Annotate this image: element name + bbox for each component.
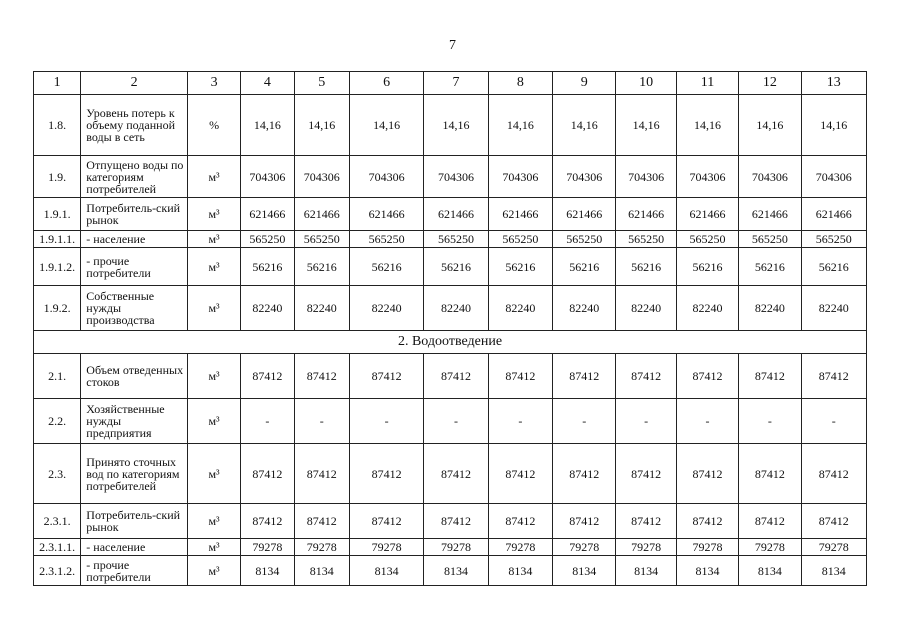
table-body [34, 72, 867, 586]
value-cell: 621466 [349, 198, 423, 231]
value-cell: 8134 [801, 556, 867, 586]
unit: м³ [187, 286, 240, 331]
value-cell: 14,16 [241, 95, 294, 156]
indicator-name: Потребитель-ский рынок [81, 198, 188, 231]
value-cell: 82240 [553, 286, 616, 331]
indicators-table [33, 71, 867, 586]
row-number: 2.3.1. [34, 504, 81, 539]
value-cell: - [241, 399, 294, 444]
value-cell: 87412 [553, 504, 616, 539]
value-cell: 87412 [616, 354, 676, 399]
value-cell: 56216 [739, 248, 801, 286]
value-cell: 87412 [294, 444, 349, 504]
value-cell: 87412 [241, 354, 294, 399]
value-cell: 87412 [553, 444, 616, 504]
value-cell: 621466 [488, 198, 552, 231]
value-cell: - [739, 399, 801, 444]
value-cell: 87412 [801, 504, 867, 539]
value-cell: 704306 [801, 156, 867, 198]
value-cell: 79278 [241, 539, 294, 556]
value-cell: 14,16 [801, 95, 867, 156]
column-header: 6 [349, 72, 423, 95]
value-cell: 79278 [349, 539, 423, 556]
indicator-name: Объем отведенных стоков [81, 354, 188, 399]
value-cell: 79278 [553, 539, 616, 556]
value-cell: 14,16 [739, 95, 801, 156]
unit: м³ [187, 156, 240, 198]
value-cell: 621466 [801, 198, 867, 231]
value-cell: 56216 [616, 248, 676, 286]
row-number: 1.9.1. [34, 198, 81, 231]
value-cell: - [349, 399, 423, 444]
value-cell: 565250 [616, 231, 676, 248]
row-number: 2.3.1.2. [34, 556, 81, 586]
value-cell: 87412 [676, 354, 738, 399]
value-cell: 8134 [241, 556, 294, 586]
row-number: 1.9. [34, 156, 81, 198]
value-cell: 704306 [349, 156, 423, 198]
value-cell: 14,16 [294, 95, 349, 156]
indicator-name: Отпущено воды по категориям потребителей [81, 156, 188, 198]
value-cell: 565250 [801, 231, 867, 248]
value-cell: - [801, 399, 867, 444]
value-cell: 79278 [676, 539, 738, 556]
value-cell: 82240 [294, 286, 349, 331]
value-cell: 87412 [349, 444, 423, 504]
value-cell: 82240 [349, 286, 423, 331]
value-cell: 82240 [616, 286, 676, 331]
value-cell: 87412 [488, 354, 552, 399]
table-header-row [34, 72, 867, 95]
table-row [34, 539, 867, 556]
value-cell: 87412 [616, 504, 676, 539]
value-cell: 621466 [553, 198, 616, 231]
column-header: 1 [34, 72, 81, 95]
value-cell: 565250 [739, 231, 801, 248]
row-number: 1.9.2. [34, 286, 81, 331]
column-header: 9 [553, 72, 616, 95]
value-cell: 79278 [739, 539, 801, 556]
value-cell: 87412 [424, 354, 488, 399]
column-header: 5 [294, 72, 349, 95]
value-cell: 56216 [349, 248, 423, 286]
value-cell: 621466 [294, 198, 349, 231]
value-cell: 565250 [294, 231, 349, 248]
value-cell: 87412 [801, 354, 867, 399]
table-row [34, 399, 867, 444]
unit: м³ [187, 399, 240, 444]
value-cell: 56216 [488, 248, 552, 286]
value-cell: 87412 [739, 504, 801, 539]
column-header: 13 [801, 72, 867, 95]
unit: м³ [187, 444, 240, 504]
row-number: 2.1. [34, 354, 81, 399]
unit: м³ [187, 556, 240, 586]
value-cell: 56216 [241, 248, 294, 286]
indicator-name: - население [81, 231, 188, 248]
value-cell: 87412 [349, 504, 423, 539]
value-cell: 8134 [294, 556, 349, 586]
column-header: 7 [424, 72, 488, 95]
value-cell: 82240 [424, 286, 488, 331]
value-cell: 704306 [553, 156, 616, 198]
value-cell: 704306 [294, 156, 349, 198]
value-cell: 8134 [488, 556, 552, 586]
value-cell: 621466 [616, 198, 676, 231]
value-cell: - [424, 399, 488, 444]
value-cell: 621466 [739, 198, 801, 231]
value-cell: 87412 [739, 444, 801, 504]
unit: м³ [187, 198, 240, 231]
value-cell: 14,16 [349, 95, 423, 156]
value-cell: 8134 [616, 556, 676, 586]
value-cell: 8134 [676, 556, 738, 586]
value-cell: 79278 [616, 539, 676, 556]
value-cell: 565250 [241, 231, 294, 248]
value-cell: 87412 [424, 444, 488, 504]
value-cell: 56216 [294, 248, 349, 286]
indicator-name: Потребитель-ский рынок [81, 504, 188, 539]
value-cell: 56216 [553, 248, 616, 286]
value-cell: - [616, 399, 676, 444]
indicator-name: - прочие потребители [81, 556, 188, 586]
value-cell: 8134 [424, 556, 488, 586]
value-cell: 704306 [739, 156, 801, 198]
table-row [34, 504, 867, 539]
value-cell: 87412 [739, 354, 801, 399]
section-row [34, 331, 867, 354]
unit: м³ [187, 248, 240, 286]
value-cell: 87412 [241, 504, 294, 539]
unit: м³ [187, 504, 240, 539]
column-header: 4 [241, 72, 294, 95]
value-cell: 56216 [801, 248, 867, 286]
value-cell: 87412 [616, 444, 676, 504]
value-cell: 87412 [553, 354, 616, 399]
value-cell: 704306 [616, 156, 676, 198]
value-cell: 82240 [739, 286, 801, 331]
page-number: 7 [449, 38, 456, 53]
value-cell: 14,16 [488, 95, 552, 156]
unit: м³ [187, 539, 240, 556]
row-number: 2.2. [34, 399, 81, 444]
column-header: 3 [187, 72, 240, 95]
indicator-name: - прочие потребители [81, 248, 188, 286]
value-cell: 8134 [553, 556, 616, 586]
table-row [34, 556, 867, 586]
value-cell: 87412 [294, 504, 349, 539]
value-cell: 565250 [676, 231, 738, 248]
table-row [34, 248, 867, 286]
table-row [34, 95, 867, 156]
unit: % [187, 95, 240, 156]
table-row [34, 286, 867, 331]
value-cell: 87412 [676, 444, 738, 504]
value-cell: 14,16 [424, 95, 488, 156]
indicator-name: Собственные нужды производства [81, 286, 188, 331]
value-cell: 87412 [801, 444, 867, 504]
indicator-name: Принято сточных вод по категориям потребителей [81, 444, 188, 504]
value-cell: - [488, 399, 552, 444]
value-cell: 14,16 [676, 95, 738, 156]
row-number: 2.3.1.1. [34, 539, 81, 556]
unit: м³ [187, 231, 240, 248]
column-header: 10 [616, 72, 676, 95]
value-cell: 621466 [241, 198, 294, 231]
value-cell: 82240 [801, 286, 867, 331]
row-number: 2.3. [34, 444, 81, 504]
value-cell: 704306 [488, 156, 552, 198]
value-cell: 621466 [424, 198, 488, 231]
value-cell: 704306 [676, 156, 738, 198]
value-cell: 79278 [294, 539, 349, 556]
value-cell: 14,16 [553, 95, 616, 156]
value-cell: 565250 [424, 231, 488, 248]
value-cell: 87412 [424, 504, 488, 539]
indicator-name: - население [81, 539, 188, 556]
section-title: 2. Водоотведение [34, 331, 867, 354]
value-cell: 82240 [488, 286, 552, 331]
indicator-name: Хозяйственные нужды предприятия [81, 399, 188, 444]
value-cell: 79278 [801, 539, 867, 556]
value-cell: - [676, 399, 738, 444]
value-cell: 87412 [241, 444, 294, 504]
table-row [34, 231, 867, 248]
value-cell: 87412 [488, 504, 552, 539]
row-number: 1.9.1.2. [34, 248, 81, 286]
value-cell: 56216 [676, 248, 738, 286]
value-cell: 82240 [676, 286, 738, 331]
value-cell: 8134 [349, 556, 423, 586]
value-cell: 621466 [676, 198, 738, 231]
table-row [34, 156, 867, 198]
unit: м³ [187, 354, 240, 399]
value-cell: 87412 [294, 354, 349, 399]
value-cell: 704306 [424, 156, 488, 198]
value-cell: - [294, 399, 349, 444]
row-number: 1.8. [34, 95, 81, 156]
table-row [34, 198, 867, 231]
value-cell: 87412 [349, 354, 423, 399]
value-cell: 87412 [488, 444, 552, 504]
value-cell: 14,16 [616, 95, 676, 156]
value-cell: 87412 [676, 504, 738, 539]
column-header: 12 [739, 72, 801, 95]
value-cell: 82240 [241, 286, 294, 331]
table-row [34, 354, 867, 399]
value-cell: 79278 [424, 539, 488, 556]
value-cell: 56216 [424, 248, 488, 286]
table-row [34, 444, 867, 504]
row-number: 1.9.1.1. [34, 231, 81, 248]
column-header: 8 [488, 72, 552, 95]
value-cell: - [553, 399, 616, 444]
value-cell: 704306 [241, 156, 294, 198]
value-cell: 565250 [553, 231, 616, 248]
column-header: 2 [81, 72, 188, 95]
indicator-name: Уровень потерь к объему поданной воды в сеть [81, 95, 188, 156]
value-cell: 79278 [488, 539, 552, 556]
value-cell: 565250 [349, 231, 423, 248]
value-cell: 8134 [739, 556, 801, 586]
column-header: 11 [676, 72, 738, 95]
value-cell: 565250 [488, 231, 552, 248]
